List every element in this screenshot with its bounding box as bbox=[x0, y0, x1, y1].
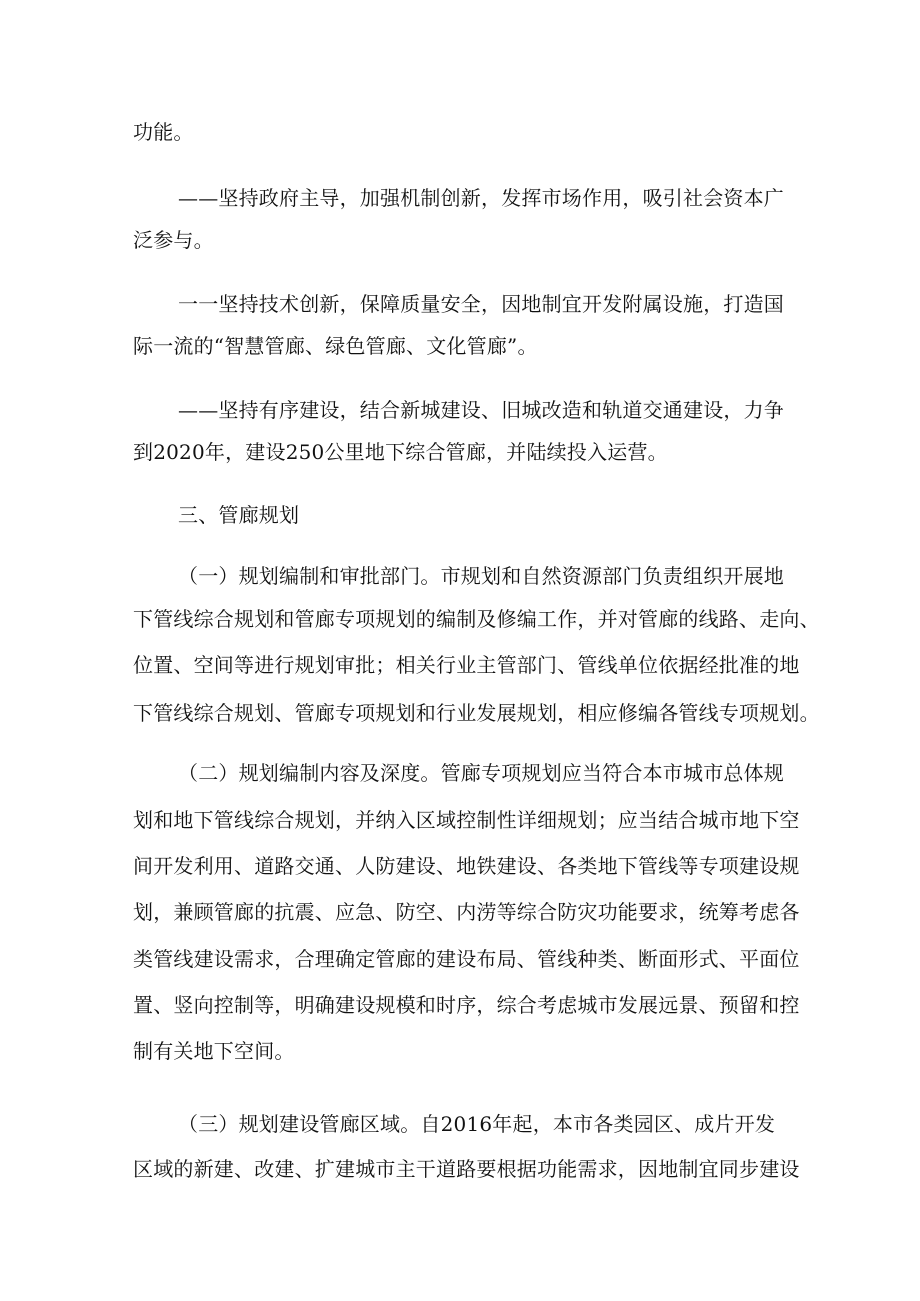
section-heading: 三、管廊规划 bbox=[178, 503, 300, 527]
text-line-1: 功能。 bbox=[133, 120, 194, 144]
text-line-7: 到2020年，建设250公里地下综合管廊，并陆续投入运营。 bbox=[133, 440, 668, 464]
text-line-10: 下管线综合规划和管廊专项规划的编制及修编工作，并对管廊的线路、走向、 bbox=[133, 607, 820, 631]
text-line-16: 划，兼顾管廊的抗震、应急、防空、内涝等综合防灾功能要求，统筹考虑各 bbox=[133, 900, 800, 924]
text-line-14: 划和地下管线综合规划，并纳入区域控制性详细规划；应当结合城市地下空 bbox=[133, 808, 800, 832]
text-line-12: 下管线综合规划、管廊专项规划和行业发展规划，相应修编各管线专项规划。 bbox=[133, 701, 820, 725]
text-line-11: 位置、空间等进行规划审批；相关行业主管部门、管线单位依据经批准的地 bbox=[133, 653, 800, 677]
text-line-20: （三）规划建设管廊区域。自2016年起，本市各类园区、成片开发 bbox=[178, 1112, 776, 1136]
text-line-2: ——坚持政府主导，加强机制创新，发挥市场作用，吸引社会资本广 bbox=[178, 186, 784, 210]
text-line-18: 置、竖向控制等，明确建设规模和时序，综合考虑城市发展远景、预留和控 bbox=[133, 993, 800, 1017]
text-line-17: 类管线建设需求，合理确定管廊的建设布局、管线种类、断面形式、平面位 bbox=[133, 947, 800, 971]
text-line-3: 泛参与。 bbox=[133, 228, 214, 252]
text-line-21: 区域的新建、改建、扩建城市主干道路要根据功能需求，因地制宜同步建设 bbox=[133, 1157, 800, 1181]
text-line-19: 制有关地下空间。 bbox=[133, 1039, 295, 1063]
text-line-15: 间开发利用、道路交通、人防建设、地铁建设、各类地下管线等专项建设规 bbox=[133, 854, 800, 878]
text-line-13: （二）规划编制内容及深度。管廊专项规划应当符合本市城市总体规 bbox=[178, 761, 784, 785]
text-line-5: 际一流的“智慧管廊、绿色管廊、文化管廊”。 bbox=[133, 334, 538, 358]
text-line-6: ——坚持有序建设，结合新城建设、旧城改造和轨道交通建设，力争 bbox=[178, 398, 784, 422]
text-line-4: 一一坚持技术创新，保障质量安全，因地制宜开发附属设施，打造国 bbox=[178, 292, 784, 316]
text-line-9: （一）规划编制和审批部门。市规划和自然资源部门负责组织开展地 bbox=[178, 564, 784, 588]
